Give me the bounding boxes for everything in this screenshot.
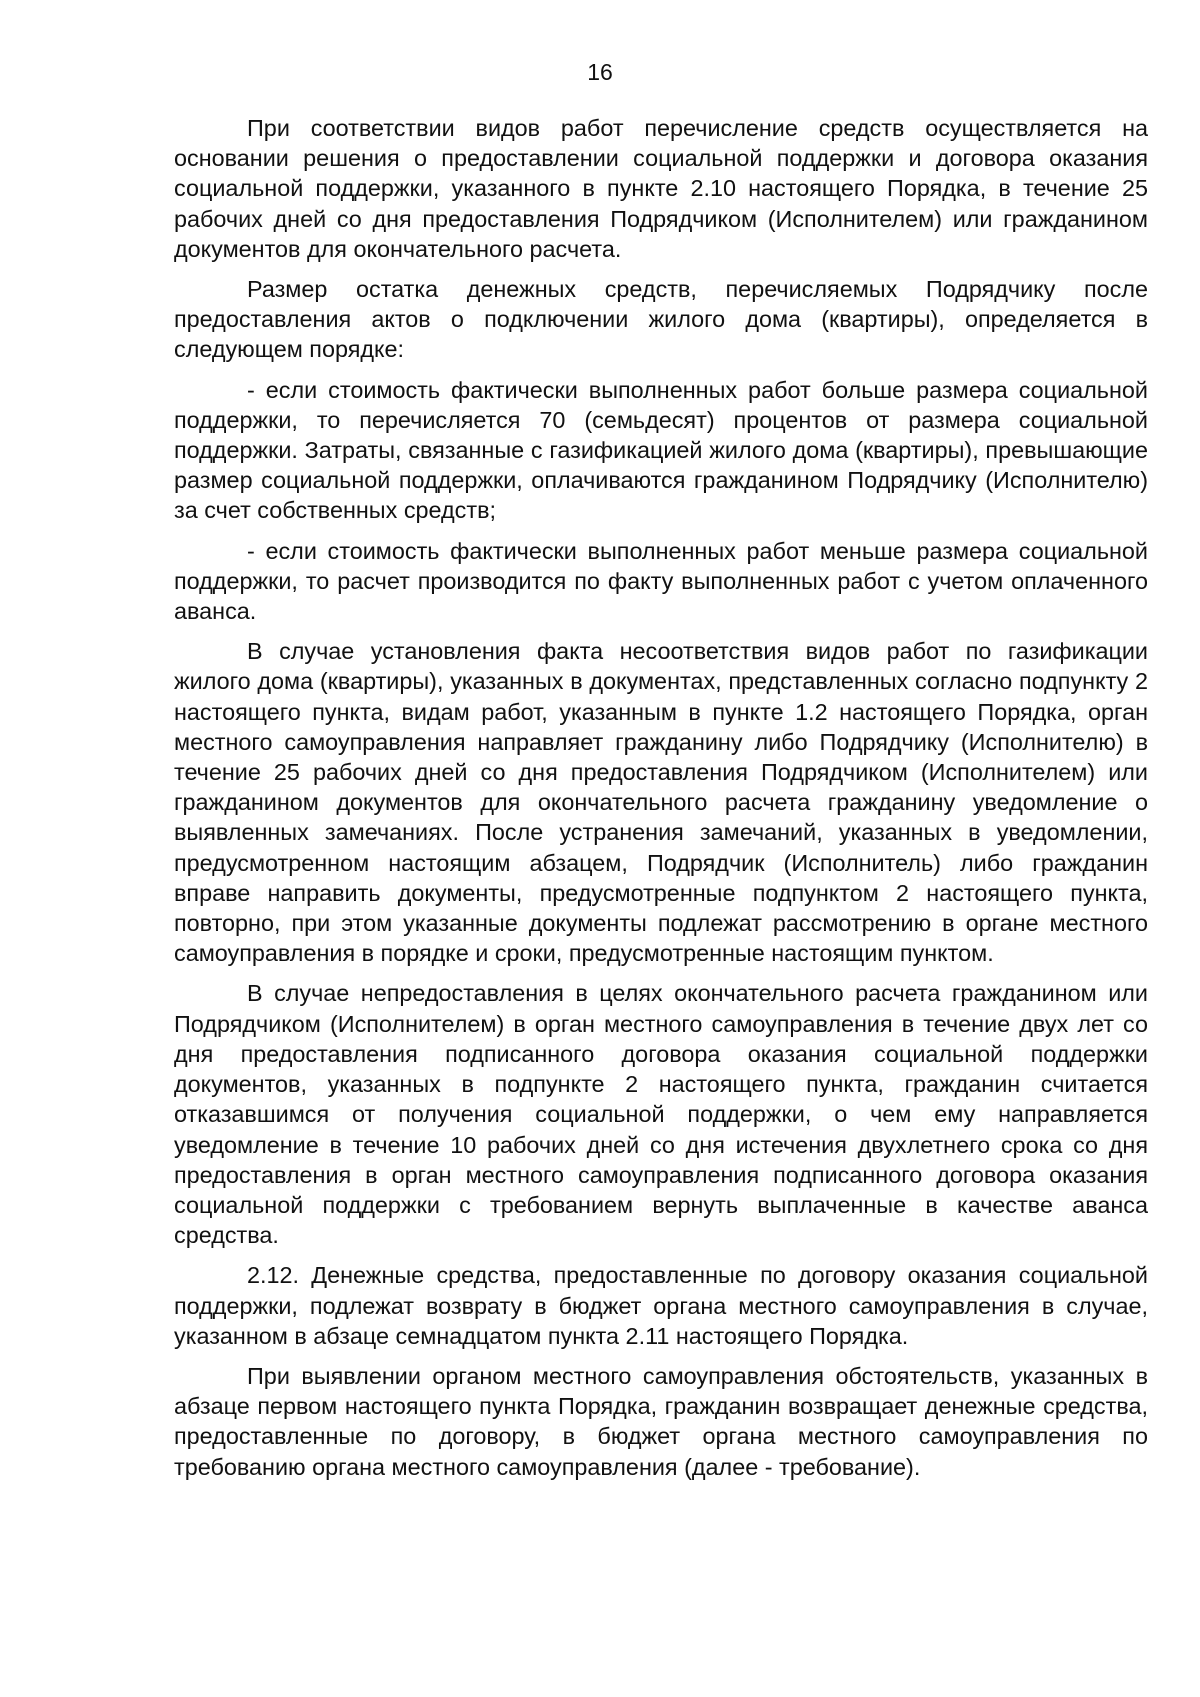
page-number: 16 bbox=[587, 59, 613, 85]
paragraph-remaining-funds: Размер остатка денежных средств, перечисляемых Подрядчику после предоставления актов о подключении жилого дома (квартиры), определяется в следующем порядке: bbox=[174, 276, 1148, 363]
paragraph-payment-basis: При соответствии видов работ перечисление средств осуществляется на основании решения о предоставлении социальной поддержки и договора оказания социальной поддержки, указанного в пункте 2.10 настоящего Порядка, в течение 25 рабочих дней со дня предоставления Подрядчиком (Исполнителем) или гражданином документов для окончательного расчета. bbox=[174, 115, 1148, 262]
paragraph-mismatch: В случае установления факта несоответствия видов работ по газификации жилого дома (квартиры), указанных в документах, представленных согласно подпункту 2 настоящего пункта, видам работ, указанным в пункте 1.2 настоящего Порядка, орган местного самоуправления направляет гражданину либо Подрядчику (Исполнителю) в течение 25 рабочих дней со дня предоставления Подрядчиком (Исполнителем) или гражданином документов для окончательного расчета гражданину уведомление о выявленных замечаниях. После устранения замечаний, указанных в уведомлении, предусмотренном настоящим абзацем, Подрядчик (Исполнитель) либо гражданин вправе направить документы, предусмотренные подпунктом 2 настоящего пункта, повторно, при этом указанные документы подлежат рассмотрению в органе местного самоуправления в порядке и сроки, предусмотренные настоящим пунктом. bbox=[174, 638, 1148, 967]
paragraph-cost-greater: - если стоимость фактически выполненных работ больше размера социальной поддержки, то перечисляется 70 (семьдесят) процентов от размера социальной поддержки. Затраты, связанные с газификацией жилого дома (квартиры), превышающие размер социальной поддержки, оплачиваются гражданином Подрядчику (Исполнителю) за счет собственных средств; bbox=[174, 376, 1148, 524]
paragraph-cost-less: - если стоимость фактически выполненных работ меньше размера социальной поддержки, то расчет производится по факту выполненных работ с учетом оплаченного аванса. bbox=[174, 537, 1148, 625]
document-body bbox=[174, 113, 1148, 1492]
paragraph-non-submission: В случае непредоставления в целях окончательного расчета гражданином или Подрядчиком (Исполнителем) в орган местного самоуправления в течение двух лет со дня предоставления подписанного договора оказания социальной поддержки документов, указанных в подпункте 2 настоящего пункта, гражданин считается отказавшимся от получения социальной поддержки, о чем ему направляется уведомление в течение 10 рабочих дней со дня истечения двухлетнего срока со дня предоставления в орган местного самоуправления подписанного договора оказания социальной поддержки с требованием вернуть выплаченные в качестве аванса средства. bbox=[174, 980, 1148, 1249]
paragraph-demand: При выявлении органом местного самоуправления обстоятельств, указанных в абзаце первом настоящего пункта Порядка, гражданин возвращает денежные средства, предоставленные по договору, в бюджет органа местного самоуправления по требованию органа местного самоуправления (далее - требование). bbox=[174, 1362, 1148, 1480]
paragraph-2-12-return: 2.12. Денежные средства, предоставленные по договору оказания социальной поддержки, подлежат возврату в бюджет органа местного самоуправления в случае, указанном в абзаце семнадцатом пункта 2.11 настоящего Порядка. bbox=[174, 1262, 1148, 1349]
